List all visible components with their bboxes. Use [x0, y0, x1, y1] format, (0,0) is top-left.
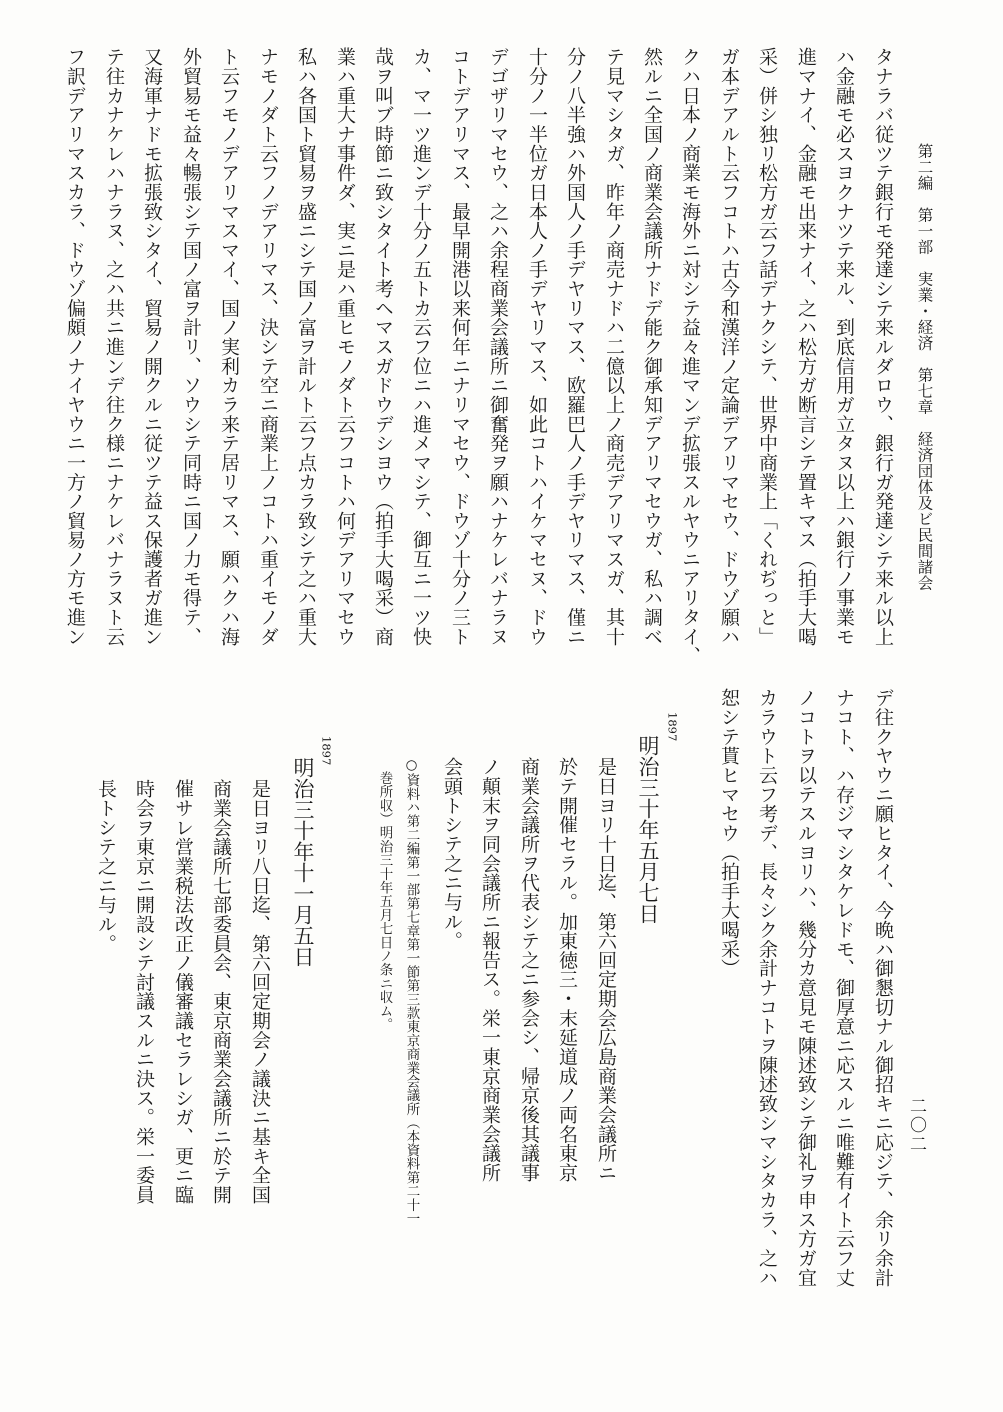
entry-text-column: 商業会議所七部委員会、東京商業会議所ニ於テ開 — [210, 779, 232, 1205]
entry-text-column: 会頭トシテ之ニ与ル。 — [441, 757, 463, 951]
entry-text-column: 催サレ営業税法改正ノ儀審議セラレシガ、更ニ臨 — [172, 779, 194, 1205]
text-column: タナラバ従ツテ銀行モ発達シテ来ルダロウ、銀行ガ発達シテ来ル以上 — [872, 47, 894, 646]
entry-text-column: 是日ヨリ八日迄、第六回定期会ノ議決ニ基キ全国 — [249, 779, 271, 1205]
text-column: ト云フモノデアリマスマイ、国ノ実利カラ来テ居リマス、願ハクハ海 — [218, 47, 240, 646]
text-column: 又海軍ナドモ拡張致シタイ、貿易ノ開クルニ従ツテ益ス保護者ガ進ン — [141, 47, 163, 646]
text-column: カ、マ一ツ進ンデ十分ノ五トカ云フ位ニハ進メマシテ、御互ニ一ツ快 — [410, 47, 432, 646]
entry-text-column: 是日ヨリ十日迄、第六回定期会広島商業会議所ニ — [595, 757, 617, 1183]
text-column: 進マナイ、金融モ出来ナイ、之ハ松方ガ断言シテ置キマス（拍手大喝 — [795, 47, 817, 646]
text-column: カラウト云フ考デ、長々シク余計ナコトヲ陳述致シマシタカラ、之ハ — [756, 688, 778, 1287]
entry-date: 明治三十年五月七日 — [636, 735, 660, 924]
entry-text-column: ノ顛末ヲ同会議所ニ報告ス。栄一東京商業会議所 — [479, 757, 501, 1183]
entry-text-column: 於テ開催セラル。加東徳三・末延道成ノ両名東京 — [556, 757, 578, 1183]
text-column: テ往カナケレハナラヌ、之ハ共ニ進ンデ往ク様ニナケレバナラヌト云 — [103, 47, 125, 646]
page-number: 二〇二 — [906, 1097, 926, 1154]
text-column: 業ハ重大ナ事件ダ、実ニ是ハ重ヒモノダト云フコトハ何デアリマセウ — [334, 47, 356, 646]
text-column: コトデアリマス、最早開港以来何年ニナリマセウ、ドウゾ十分ノ三ト — [449, 47, 471, 646]
source-note: ○資料ハ第二編第一部第七章第一節第三款東京商業会議所（本資料第二十一 — [403, 757, 420, 1226]
text-column: 外貿易モ益々暢張シテ国ノ富ヲ計リ、ソウシテ同時ニ国ノ力モ得テ、 — [180, 47, 202, 646]
text-column: 分ノ八半強ハ外国人ノ手デヤリマス、欧羅巴人ノ手デヤリマス、僅ニ — [564, 47, 586, 646]
text-column: 然ルニ全国ノ商業会議所ナドデ能ク御承知デアリマセウガ、私ハ調ベ — [641, 47, 663, 646]
source-note: 巻所収）明治三十年五月七日ノ条ニ収ム。 — [376, 771, 393, 1032]
entry-text-column: 商業会議所ヲ代表シテ之ニ参会シ、帰京後其議事 — [518, 757, 540, 1183]
text-column: デゴザリマセウ、之ハ余程商業会議所ニ御奮発ヲ願ハナケレバナラヌ — [487, 47, 509, 646]
entry-text-column: 長トシテ之ニ与ル。 — [95, 779, 117, 953]
text-column: テ見マシタガ、昨年ノ商売ナドハ二億以上ノ商売デアリマスガ、其十 — [603, 47, 625, 646]
running-head: 第二編 第一部 実業・経済 第七章 経済団体及ビ民間諸会 — [915, 143, 934, 591]
text-column: 哉ヲ叫ブ時節ニ致シタイト考ヘマスガドウデシヨウ（拍手大喝采）商 — [372, 47, 394, 646]
year-marker: 1897 — [665, 712, 680, 742]
year-marker: 1897 — [319, 736, 334, 766]
text-column: 十分ノ一半位ガ日本人ノ手デヤリマス、如此コトハイケマセヌ、ドウ — [526, 47, 548, 646]
entry-date: 明治三十年十一月五日 — [291, 757, 315, 967]
text-column: クハ日本ノ商業モ海外ニ対シテ益々進マンデ拡張スルヤウニアリタイ、 — [679, 47, 701, 666]
text-column: ハ金融モ必スヨクナツテ来ル、到底信用ガ立タヌ以上ハ銀行ノ事業モ — [833, 47, 855, 646]
text-column: ノコトヲ以テスルヨリハ、幾分カ意見モ陳述致シテ御礼ヲ申ス方ガ宜 — [795, 688, 817, 1287]
text-column: 采）併シ独リ松方ガ云フ話デナクシテ、世界中商業上「くれぢっと」 — [756, 47, 778, 646]
text-column: ガ本デアルト云フコトハ古今和漢洋ノ定論デアリマセウ、ドウゾ願ハ — [718, 47, 740, 646]
text-column: 恕シテ貰ヒマセウ（拍手大喝采） — [718, 688, 740, 978]
text-column: ナモノダト云フノデアリマス、決シテ空ニ商業上ノコトハ重イモノダ — [257, 47, 279, 646]
entry-text-column: 時会ヲ東京ニ開設シテ討議スルニ決ス。栄一委員 — [133, 779, 155, 1205]
text-column: 私ハ各国ト貿易ヲ盛ニシテ国ノ富ヲ計ルト云フ点カラ致シテ之ハ重大 — [295, 47, 317, 646]
text-column: デ往クヤウニ願ヒタイ、今晩ハ御懇切ナル御招キニ応ジテ、余リ余計 — [872, 688, 894, 1287]
text-column: ナコト、ハ存ジマシタケレドモ、御厚意ニ応スルニ唯難有イト云フ丈 — [833, 688, 855, 1287]
text-column: フ訳デアリマスカラ、ドウゾ偏頗ノナイヤウニ一方ノ貿易ノ方モ進ン — [64, 47, 86, 646]
